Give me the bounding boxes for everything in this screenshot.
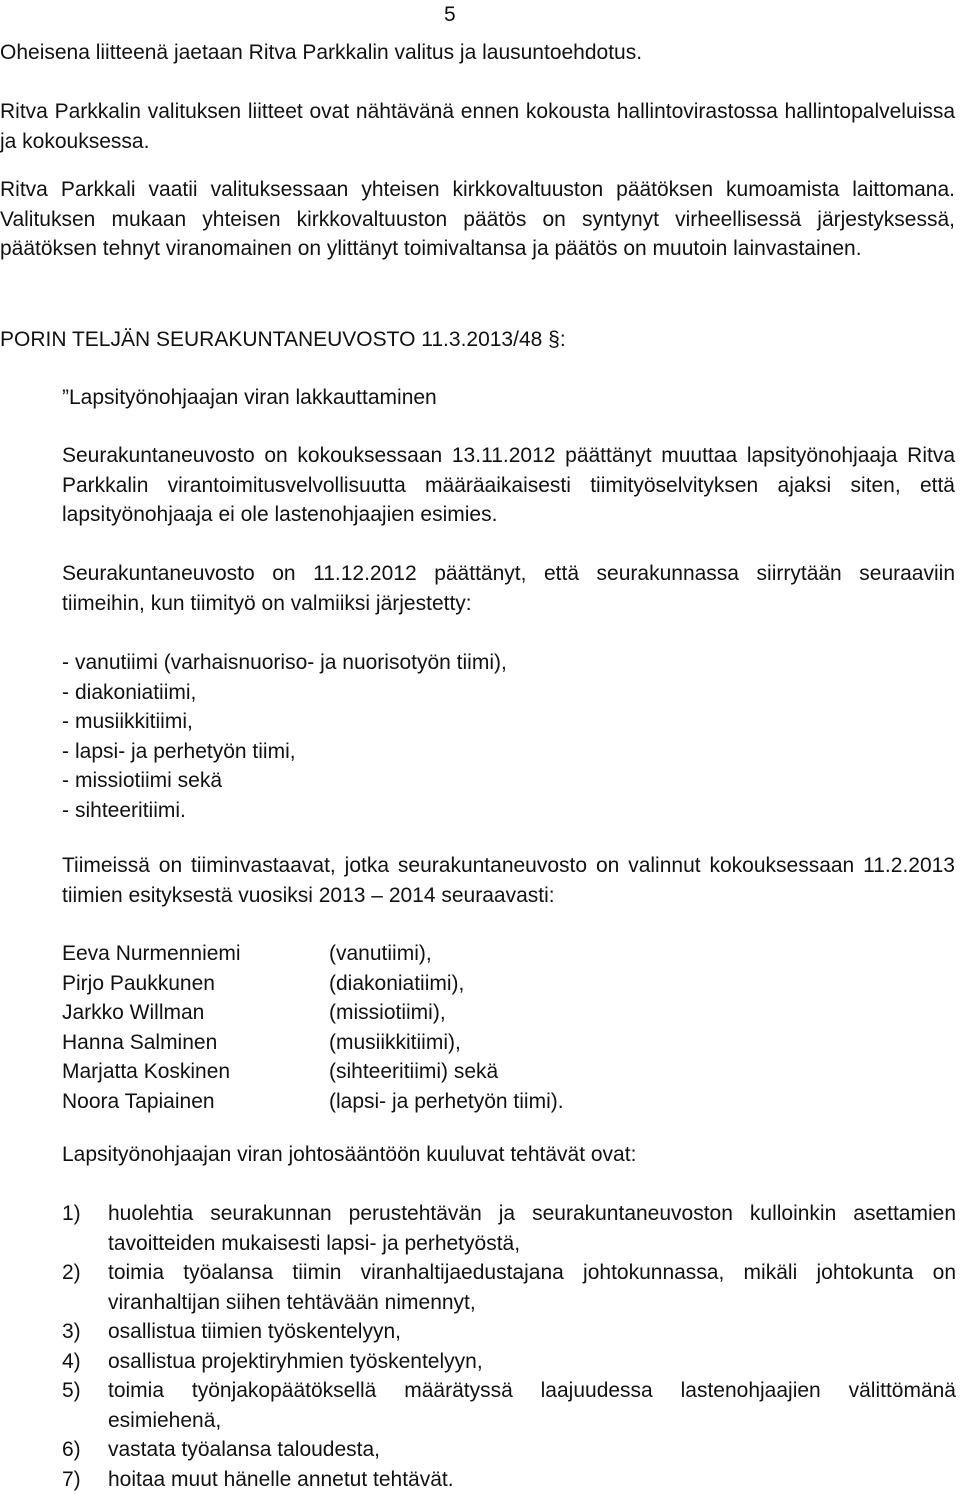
list-item: [62, 1317, 956, 1347]
leader-team: (musiikkitiimi),: [329, 1028, 461, 1058]
section-paragraph-2: Seurakuntaneuvosto on 11.12.2012 päättänyt, että seurakunnassa siirrytään seuraaviin tiimeihin, kun tiimityö on valmiiksi järjestetty:: [62, 559, 955, 618]
section-paragraph-1: Seurakuntaneuvosto on kokouksessaan 13.11.2012 päättänyt muuttaa lapsityönohjaaja Ritva Parkkalin virantoimitusvelvollisuutta määräaikaisesti tiimityöselvityksen ajaksi siten, että lapsityönohjaaja ei ole lastenohjaajien esimies.: [62, 441, 955, 530]
bullet-marker: -: [62, 678, 75, 708]
list-item: [62, 1347, 956, 1377]
bullet-marker: -: [62, 766, 75, 796]
section-paragraph-4: Lapsityönohjaajan viran johtosääntöön kuuluvat tehtävät ovat:: [62, 1140, 955, 1170]
list-number: 1): [62, 1199, 81, 1229]
list-item: [62, 1376, 956, 1435]
leader-name: Eeva Nurmenniemi: [62, 939, 329, 969]
list-item-text: toimia työnjakopäätöksellä määrätyssä laajuudessa lastenohjaajien välittömänä esimiehenä,: [108, 1379, 956, 1432]
table-row: [62, 1057, 942, 1087]
list-item: [62, 1465, 956, 1494]
team-leader-table: [62, 939, 942, 1116]
section-title: ”Lapsityönohjaajan viran lakkauttaminen: [62, 383, 955, 413]
list-item-text: diakoniatiimi,: [75, 681, 196, 704]
bullet-marker: -: [62, 707, 75, 737]
list-item: [62, 648, 942, 678]
bullet-marker: -: [62, 737, 75, 767]
duty-list: [62, 1199, 956, 1494]
leader-name: Hanna Salminen: [62, 1028, 329, 1058]
list-item-text: huolehtia seurakunnan perustehtävän ja seurakuntaneuvoston kulloinkin asettamien tavoitteiden mukaisesti lapsi- ja perhetyöstä,: [108, 1202, 956, 1255]
leader-team: (missiotiimi),: [329, 998, 446, 1028]
list-number: 7): [62, 1465, 81, 1494]
list-item-text: osallistua tiimien työskentelyyn,: [108, 1320, 401, 1343]
intro-paragraph-2: Ritva Parkkalin valituksen liitteet ovat nähtävänä ennen kokousta hallintovirastossa hallintopalveluissa ja kokouksessa.: [0, 97, 955, 156]
team-list: [62, 648, 942, 825]
list-item-text: sihteeritiimi.: [75, 799, 186, 822]
list-item-text: musiikkitiimi,: [75, 710, 193, 733]
intro-paragraph-3: Ritva Parkkali vaatii valituksessaan yhteisen kirkkovaltuuston päätöksen kumoamista laittomana. Valituksen mukaan yhteisen kirkkovaltuuston päätös on syntynyt virheellisessä järjestyksessä, päätöksen tehnyt viranomainen on ylittänyt toimivaltansa ja päätös on muutoin lainvastainen.: [0, 175, 955, 264]
leader-team: (vanutiimi),: [329, 939, 432, 969]
table-row: [62, 969, 942, 999]
leader-name: Jarkko Willman: [62, 998, 329, 1028]
list-item-text: lapsi- ja perhetyön tiimi,: [75, 740, 296, 763]
list-item-text: osallistua projektiryhmien työskentelyyn,: [108, 1350, 483, 1373]
list-item: [62, 707, 942, 737]
leader-name: Marjatta Koskinen: [62, 1057, 329, 1087]
list-item-text: vastata työalansa taloudesta,: [108, 1438, 380, 1461]
list-number: 6): [62, 1435, 81, 1465]
leader-name: Noora Tapiainen: [62, 1087, 329, 1117]
list-item-text: missiotiimi sekä: [75, 769, 222, 792]
list-number: 4): [62, 1347, 81, 1377]
leader-team: (diakoniatiimi),: [329, 969, 464, 999]
list-number: 5): [62, 1376, 81, 1406]
leader-team: (sihteeritiimi) sekä: [329, 1057, 498, 1087]
list-item: [62, 766, 942, 796]
list-item: [62, 1258, 956, 1317]
table-row: [62, 1087, 942, 1117]
page-number: 5: [444, 0, 456, 30]
section-paragraph-3: Tiimeissä on tiiminvastaavat, jotka seurakuntaneuvosto on valinnut kokouksessaan 11.2.2013 tiimien esityksestä vuosiksi 2013 – 2014 seuraavasti:: [62, 851, 955, 910]
bullet-marker: -: [62, 796, 75, 826]
list-item: [62, 737, 942, 767]
table-row: [62, 998, 942, 1028]
table-row: [62, 1028, 942, 1058]
bullet-marker: -: [62, 648, 75, 678]
section-heading: PORIN TELJÄN SEURAKUNTANEUVOSTO 11.3.2013/48 §:: [0, 325, 955, 355]
list-item: [62, 1435, 956, 1465]
list-item-text: toimia työalansa tiimin viranhaltijaedustajana johtokunnassa, mikäli johtokunta on viranhaltijan siihen tehtävään nimennyt,: [108, 1261, 956, 1314]
list-item: [62, 796, 942, 826]
list-number: 3): [62, 1317, 81, 1347]
list-item: [62, 678, 942, 708]
list-number: 2): [62, 1258, 81, 1288]
table-row: [62, 939, 942, 969]
list-item-text: hoitaa muut hänelle annetut tehtävät.: [108, 1468, 454, 1491]
intro-paragraph-1: Oheisena liitteenä jaetaan Ritva Parkkalin valitus ja lausuntoehdotus.: [0, 38, 955, 68]
list-item-text: vanutiimi (varhaisnuoriso- ja nuorisotyön tiimi),: [75, 651, 507, 674]
list-item: [62, 1199, 956, 1258]
leader-name: Pirjo Paukkunen: [62, 969, 329, 999]
leader-team: (lapsi- ja perhetyön tiimi).: [329, 1087, 564, 1117]
